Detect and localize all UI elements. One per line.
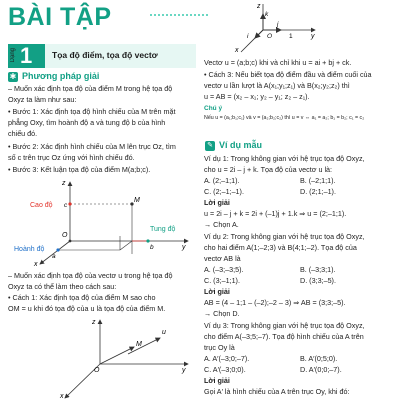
fig1-cao-do-label: Cao độ <box>30 202 53 209</box>
page-title: BÀI TẬP <box>8 3 112 31</box>
right-line-4: u = AB = (x₂ – x₁; y₂ – y₁; z₂ – z₁). <box>204 92 310 101</box>
example1-solution: u = 2i – j + k = 2i + (–1)j + 1.k ⇒ u = (2;–1;1). <box>204 209 347 218</box>
fig2-y-label: y <box>182 367 186 374</box>
fig3-o-label: O <box>267 33 273 40</box>
example2-answer: → Chọn D. <box>204 309 240 318</box>
fig2-o-label: O <box>94 367 100 374</box>
figure-unit-vectors <box>205 0 395 60</box>
fig1-tung-do-label: Tung độ <box>150 226 176 233</box>
fig3-x-label: x <box>235 47 239 54</box>
example1-answer: → Chọn A. <box>204 220 239 229</box>
example2-option-c: C. (3;–1;1). <box>204 276 240 285</box>
note-title: Chú ý <box>204 105 223 112</box>
example1-option-c: C. (2;–1;–1). <box>204 187 244 196</box>
step2-line1: • Bước 2: Xác định hình chiếu của M lên trục Oz, tìm <box>8 142 176 151</box>
note-text: Nếu u = (a₁;b₁;c₁) và v = (a₂;b₂;c₂) thì u = v ⇔ a₁ = a₂; b₁ = b₂; c₁ = c₂ <box>204 115 365 121</box>
step1-line2: phẳng Oxy, tìm hoành độ a và tung độ b của hình <box>8 118 166 127</box>
fig2-x-label: x <box>60 393 64 400</box>
right-line-2: • Cách 3: Nếu biết tọa độ điểm đầu và điểm cuối của <box>204 70 372 79</box>
example1-option-b: B. (–2;1;1). <box>300 176 336 185</box>
fig1-a-label: a <box>52 253 56 260</box>
left-intro2: Oxyz ta làm như sau: <box>8 95 77 104</box>
figure-point-coordinates <box>10 176 200 268</box>
fig1-o-label: O <box>62 232 68 239</box>
example1-option-a: A. (2;–1;1). <box>204 176 240 185</box>
step1-line3: chiếu đó. <box>8 129 38 138</box>
fig2-u-label: u <box>162 329 166 336</box>
section-number: 1 <box>20 43 33 68</box>
examples-title: Ví dụ mẫu <box>219 140 263 150</box>
example3-option-a: A. A′(–3;0;–7). <box>204 354 250 363</box>
right-line-3: vectơ u lần lượt là A(x₁;y₁;z₁) và B(x₂;y₂;z₂) thì <box>204 81 350 90</box>
step1-line1: • Bước 1: Xác định tọa độ hình chiếu của M trên mặt <box>8 107 176 116</box>
example2-option-d: D. (3;3;–5). <box>300 276 336 285</box>
fig1-z-label: z <box>62 180 66 187</box>
example2-line1: Ví dụ 2: Trong không gian với hệ trục tọa độ Oxyz, <box>204 232 365 241</box>
step2-line2: số c trên trục Oz ứng với hình chiếu đó. <box>8 153 135 162</box>
example1-line2: cho u = 2i – j + k. Tọa độ của vectơ u là: <box>204 165 333 174</box>
method-title: Phương pháp giải <box>22 71 100 81</box>
example3-option-d: D. A′(0;0;–7). <box>300 365 342 374</box>
title-dots-decoration <box>150 14 208 18</box>
method1-line2: OM = u khi đó tọa độ của u là tọa độ của điểm M. <box>8 304 166 313</box>
example2-option-b: B. (–3;3;1). <box>300 265 336 274</box>
fig3-i-label: i <box>247 33 249 40</box>
fig2-m-label: M <box>136 341 142 348</box>
example2-solution-heading: Lời giải <box>204 287 230 296</box>
vector-intro-line2: Oxyz ta có thể làm theo cách sau: <box>8 282 117 291</box>
method1-line1: • Cách 1: Xác định tọa độ của điểm M sao cho <box>8 293 156 302</box>
fig3-k-label: k <box>265 11 269 18</box>
example3-line2: cho điểm A(–3;5;–7). Tọa độ hình chiếu của A trên <box>204 332 364 341</box>
example3-solution-heading: Lời giải <box>204 376 230 385</box>
pencil-icon: ✎ <box>205 141 215 151</box>
right-line-1: Vectơ u = (a;b;c) khi và chỉ khi u = ai + bj + ck. <box>204 58 352 67</box>
example3-option-b: B. A′(0;5;0). <box>300 354 338 363</box>
step3-line: • Bước 3: Kết luận tọa độ của điểm M(a;b;c). <box>8 165 151 174</box>
section-dang-label: Dạng <box>10 48 16 63</box>
fig1-y-label: y <box>182 244 186 251</box>
example3-solution: Gọi A′ là hình chiếu của A trên trục Oy, khi đó: <box>204 387 350 396</box>
fig3-j-label: j <box>277 21 279 28</box>
fig3-y-label: y <box>311 33 315 40</box>
example2-line3: vectơ AB là <box>204 254 241 263</box>
example2-option-a: A. (–3;–3;5). <box>204 265 244 274</box>
example1-option-d: D. (2;1;–1). <box>300 187 336 196</box>
figure-vector-u <box>10 316 200 400</box>
fig3-z-label: z <box>257 3 261 10</box>
example3-option-c: C. A′(–3;0;0). <box>204 365 246 374</box>
fig1-m-label: M <box>134 197 140 204</box>
fig1-hoanh-do-label: Hoành độ <box>14 246 45 253</box>
example3-line3: trục Oy là <box>204 343 235 352</box>
left-intro: – Muốn xác định tọa độ của điểm M trong hệ tọa độ <box>8 84 173 93</box>
vector-intro-line1: – Muốn xác định tọa độ của vectơ u trong hệ tọa độ <box>8 271 173 280</box>
example1-line1: Ví dụ 1: Trong không gian với hệ trục tọa độ Oxyz, <box>204 154 365 163</box>
fig3-one-label: 1 <box>289 33 293 40</box>
example2-solution: AB = (4 – 1;1 – (–2);–2 – 3) ⇒ AB = (3;3;–5). <box>204 298 346 307</box>
fig1-x-label: x <box>34 261 38 268</box>
fig1-b-label: b <box>150 244 154 251</box>
fig2-z-label: z <box>92 319 96 326</box>
example2-line2: cho hai điểm A(1;–2;3) và B(4;1;–2). Tọa độ của <box>204 243 357 252</box>
section-title: Tọa độ điểm, tọa độ vectơ <box>52 50 158 60</box>
example1-solution-heading: Lời giải <box>204 198 230 207</box>
gear-icon: ✱ <box>9 72 17 81</box>
example3-line1: Ví dụ 3: Trong không gian với hệ trục tọa độ Oxyz, <box>204 321 365 330</box>
fig1-c-label: c <box>64 202 68 209</box>
